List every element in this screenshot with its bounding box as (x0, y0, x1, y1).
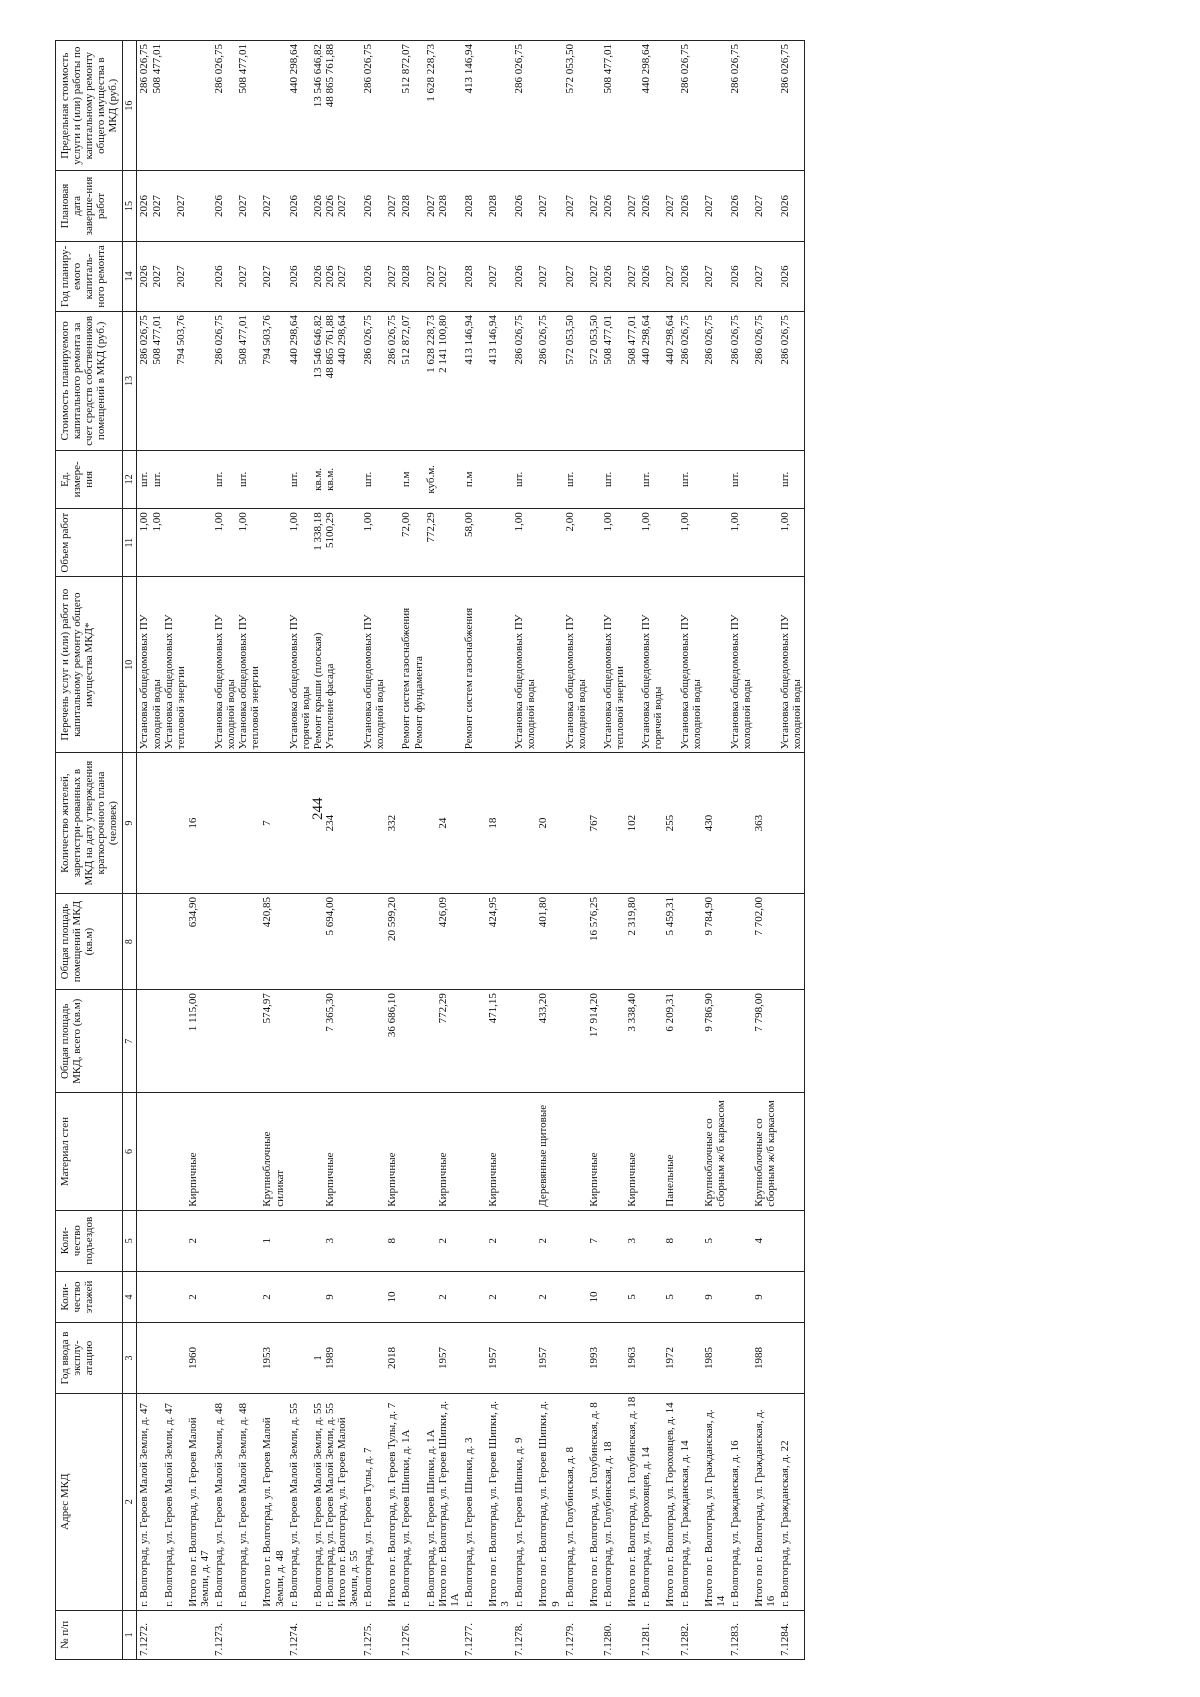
table-cell: Кирпичные (399, 1093, 461, 1210)
table-row (601, 41, 639, 1660)
table-cell: г. Волгоград, ул. Героев Шипки, д. 9 Итого по г. Волгоград, ул. Героев Шипки, д. 9 (512, 1393, 562, 1610)
table-cell: 7.1276. (399, 1610, 461, 1659)
table-cell: 7.1277. (462, 1610, 512, 1659)
table-cell: 9 (287, 1271, 362, 1323)
table-cell: 5 694,00 (287, 893, 362, 989)
table-cell: 430 (678, 753, 728, 894)
column-number: 14 (123, 241, 137, 311)
column-header: Коли-чество подъездов (56, 1210, 123, 1271)
table-cell: шт. (512, 450, 562, 509)
table-cell: 7.1275. (361, 1610, 399, 1659)
table-cell: 1993 (563, 1323, 601, 1393)
table-cell: шт. кв.м. кв.м. (287, 450, 362, 509)
table-cell: 1972 (639, 1323, 677, 1393)
table-cell: 1 (212, 1210, 287, 1271)
table-cell: 2 (462, 1210, 512, 1271)
table-cell: 424,95 (462, 893, 512, 989)
table-cell: 7.1274. (287, 1610, 362, 1659)
table-cell: 286 026,75 (728, 41, 778, 171)
table-cell: 2018 (361, 1323, 399, 1393)
table-cell: 2028 2027 (462, 241, 512, 311)
column-header: Объем работ (56, 509, 123, 577)
table-cell: Крупноблочные со сборным ж/б каркасом (728, 1093, 778, 1210)
column-number: 4 (123, 1271, 137, 1323)
table-cell: 2026 2027 (601, 241, 639, 311)
table-cell: шт. (778, 450, 805, 509)
table-cell: Кирпичные (601, 1093, 639, 1210)
table-cell: шт. (563, 450, 601, 509)
table-cell: 286 026,75 508 477,01 (212, 41, 287, 171)
table-cell: Панельные (639, 1093, 677, 1210)
column-header: Плановая дата заверше-ния работ (56, 171, 123, 241)
table-cell: 16 (137, 753, 212, 894)
table-cell: 767 (563, 753, 601, 894)
column-number: 2 (123, 1393, 137, 1610)
column-number: 1 (123, 1610, 137, 1659)
table-cell: 512 872,07 1 628 228,73 2 141 100,80 (399, 312, 461, 450)
table-cell (778, 893, 805, 989)
table-cell: 5 (639, 1271, 677, 1323)
column-header: Адрес МКД (56, 1393, 123, 1610)
table-cell: 20 (512, 753, 562, 894)
table-cell: 508 477,01 (601, 41, 639, 171)
table-cell: 413 146,94 (462, 41, 512, 171)
table-cell: 440 298,64 440 298,64 (639, 312, 677, 450)
table-cell: 5 459,31 (639, 893, 677, 989)
table-cell: 2026 2027 (361, 171, 399, 241)
table-cell: 102 (601, 753, 639, 894)
column-header: Предельная стоимость услуги и (или) работы по капитальному ремонту общего имущества в МКД (руб.) (56, 41, 123, 171)
table-cell (778, 1323, 805, 1393)
table-cell: 2027 2027 (563, 171, 601, 241)
table-cell: Установка общедомовых ПУ холодной воды (728, 577, 778, 753)
table-cell: 2 (212, 1271, 287, 1323)
table-cell: 634,90 (137, 893, 212, 989)
table-cell: 286 026,75 (361, 41, 399, 171)
table-cell: 1953 (212, 1323, 287, 1393)
table-cell: 413 146,94 413 146,94 (462, 312, 512, 450)
table-cell: г. Волгоград, ул. Героев Малой Земли, д. 47 г. Волгоград, ул. Героев Малой Земли, д. 47 Итого по г. Волгоград, ул. Героев Малой Земли, д. 47 (137, 1393, 212, 1610)
table-cell: 2026 2027 2027 (137, 241, 212, 311)
table-cell: 286 026,75 286 026,75 (678, 312, 728, 450)
table-cell: 2 (399, 1210, 461, 1271)
table-row (462, 41, 512, 1660)
table-cell: 7.1280. (601, 1610, 639, 1659)
page-number: 244 (310, 797, 326, 820)
table-cell: 2026 2027 (678, 171, 728, 241)
table-cell: 2026 2026 2026 2027 (287, 241, 362, 311)
table-cell: 7.1284. (778, 1610, 805, 1659)
table-cell: 1985 (678, 1323, 728, 1393)
table-cell: 7.1279. (563, 1610, 601, 1659)
table-cell: п.м куб.м. (399, 450, 461, 509)
table-cell: 7 (563, 1210, 601, 1271)
table-cell: 2,00 (563, 509, 601, 577)
table-cell: 1963 (601, 1323, 639, 1393)
table-cell: г. Волгоград, ул. Героев Малой Земли, д. 48 г. Волгоград, ул. Героев Малой Земли, д. 48 Итого по г. Волгоград, ул. Героев Малой Земли, д. 48 (212, 1393, 287, 1610)
table-cell: 9 (678, 1271, 728, 1323)
table-cell: 2 (512, 1271, 562, 1323)
table-row (563, 41, 601, 1660)
table-cell: 572 053,50 (563, 41, 601, 171)
table-cell: Ремонт систем газоснабжения (462, 577, 512, 753)
table-cell: 572 053,50 572 053,50 (563, 312, 601, 450)
table-cell: 2026 2027 (728, 241, 778, 311)
table-cell: 5 (601, 1271, 639, 1323)
table-cell: 7 798,00 (728, 990, 778, 1093)
table-cell: Установка общедомовых ПУ тепловой энергии (601, 577, 639, 753)
table-cell (778, 990, 805, 1093)
table-cell: 2026 2027 (512, 171, 562, 241)
table-cell: 286 026,75 508 477,01 794 503,76 (212, 312, 287, 450)
table-cell: 286 026,75 (778, 312, 805, 450)
table-cell: 6 209,31 (639, 990, 677, 1093)
column-number: 3 (123, 1323, 137, 1393)
table-cell: Ремонт систем газоснабжения Ремонт фундамента (399, 577, 461, 753)
table-cell: 286 026,75 (678, 41, 728, 171)
table-cell: 3 338,40 (601, 990, 639, 1093)
table-cell: 286 026,75 286 026,75 (512, 312, 562, 450)
table-cell: Крупноблочные силикат (212, 1093, 287, 1210)
table-cell: Установка общедомовых ПУ холодной воды (678, 577, 728, 753)
table-cell: 286 026,75 (778, 41, 805, 171)
table-cell: 286 026,75 508 477,01 (137, 41, 212, 171)
table-cell: 7 (212, 753, 287, 894)
column-number: 8 (123, 893, 137, 989)
table-cell: 1,00 (728, 509, 778, 577)
table-cell: 10 (361, 1271, 399, 1323)
table-row (399, 41, 461, 1660)
table-cell: 16 576,25 (563, 893, 601, 989)
table-cell: Кирпичные (287, 1093, 362, 1210)
table-cell: 471,15 (462, 990, 512, 1093)
table-row (287, 41, 362, 1660)
table-cell: 1,00 1,00 (137, 509, 212, 577)
table-cell: 1960 (137, 1323, 212, 1393)
table-cell: 7.1272. (137, 1610, 212, 1659)
table-cell: 512 872,07 1 628 228,73 (399, 41, 461, 171)
table-cell: Кирпичные (361, 1093, 399, 1210)
column-header: Коли-чество этажей (56, 1271, 123, 1323)
table-cell: Установка общедомовых ПУ холодной воды (512, 577, 562, 753)
table-cell: г. Волгоград, ул. Гражданская, д. 14 Итого по г. Волгоград, ул. Гражданская, д. 14 (678, 1393, 728, 1610)
table-cell: 286 026,75 286 026,75 (361, 312, 399, 450)
table-cell: 772,29 (399, 990, 461, 1093)
table-cell: Установка общедомовых ПУ холодной воды (361, 577, 399, 753)
column-header: Стоимость планируемого капитального ремонта за счет средств собственников помещений в МКД (руб.) (56, 312, 123, 450)
table-cell: шт. (639, 450, 677, 509)
table-row (361, 41, 399, 1660)
table-cell: 401,80 (512, 893, 562, 989)
column-header: Перечень услуг и (или) работ по капитальному ремонту общего имущества МКД* (56, 577, 123, 753)
column-header: Ед. измере-ния (56, 450, 123, 509)
table-cell: 1,00 (601, 509, 639, 577)
table-row (778, 41, 805, 1660)
table-row (728, 41, 778, 1660)
table-cell: 10 (563, 1271, 601, 1323)
table-cell: г. Волгоград, ул. Героев Малой Земли, д. 55 г. Волгоград, ул. Героев Малой Земли, д. 55 г. Волгоград, ул. Героев Малой Земли, д. 55 Итого по г. Волгоград, ул. Героев Малой Земли, д. 55 (287, 1393, 362, 1610)
table-cell: 7.1282. (678, 1610, 728, 1659)
table-body (137, 41, 805, 1660)
table-cell: Установка общедомовых ПУ холодной воды (778, 577, 805, 753)
table-cell: Кирпичные (563, 1093, 601, 1210)
table-cell: 363 (728, 753, 778, 894)
table-cell: 2026 2027 2027 (137, 171, 212, 241)
table-cell: 7.1281. (639, 1610, 677, 1659)
table-row (212, 41, 287, 1660)
table-cell: 2026 2027 (512, 241, 562, 311)
table-cell: 1 115,00 (137, 990, 212, 1093)
table-cell: 24 (399, 753, 461, 894)
table-cell: 7.1273. (212, 1610, 287, 1659)
table-row (678, 41, 728, 1660)
column-number: 6 (123, 1093, 137, 1210)
table-cell: 1,00 (778, 509, 805, 577)
table-cell: г. Волгоград, ул. Героев Шипки, д. 1А г. Волгоград, ул. Героев Шипки, д. 1А Итого по г. Волгоград, ул. Героев Шипки, д. 1А (399, 1393, 461, 1610)
column-number: 15 (123, 171, 137, 241)
table-cell: 8 (639, 1210, 677, 1271)
table-cell (778, 1210, 805, 1271)
table-cell: Кирпичные (137, 1093, 212, 1210)
table-cell: г. Волгоград, ул. Гражданская, д. 16 Итого по г. Волгоград, ул. Гражданская, д. 16 (728, 1393, 778, 1610)
column-header: Общая площадь помещений МКД (кв.м) (56, 893, 123, 989)
table-cell: г. Волгоград, ул. Гражданская, д. 22 (778, 1393, 805, 1610)
table-cell: 433,20 (512, 990, 562, 1093)
column-header: Общая площадь МКД, всего (кв.м) (56, 990, 123, 1093)
table-cell: 332 (361, 753, 399, 894)
table-cell: 1,00 (512, 509, 562, 577)
table-cell: 7.1283. (728, 1610, 778, 1659)
table-cell: шт. (601, 450, 639, 509)
column-header: Год ввода в эксплу-атацию (56, 1323, 123, 1393)
table-cell: 2 (137, 1271, 212, 1323)
table-cell (778, 753, 805, 894)
table-cell: 255 (639, 753, 677, 894)
capital-repair-table (55, 40, 805, 1660)
table-cell: 1,00 (639, 509, 677, 577)
table-cell: 3 (601, 1210, 639, 1271)
table-header-row (56, 41, 123, 1660)
column-number: 5 (123, 1210, 137, 1271)
column-header: Материал стен (56, 1093, 123, 1210)
table-cell (778, 1271, 805, 1323)
table-cell: 72,00 772,29 (399, 509, 461, 577)
table-cell: Крупноблочные со сборным ж/б каркасом (678, 1093, 728, 1210)
table-cell: 2026 (778, 171, 805, 241)
table-cell: г. Волгоград, ул. Голубинская, д. 18 Итого по г. Волгоград, ул. Голубинская, д. 18 (601, 1393, 639, 1610)
table-cell: г. Волгоград, ул. Героев Шипки, д. 3 Итого по г. Волгоград, ул. Героев Шипки, д. 3 (462, 1393, 512, 1610)
table-cell: шт. шт. (212, 450, 287, 509)
table-cell: 2028 2027 2027 (399, 241, 461, 311)
table-cell: 2026 2027 (361, 241, 399, 311)
table-cell: 1,00 1 338,18 5100,29 (287, 509, 362, 577)
table-cell: 7.1278. (512, 1610, 562, 1659)
table-cell: 2 319,80 (601, 893, 639, 989)
table-row (137, 41, 212, 1660)
table-cell: 5 (678, 1210, 728, 1271)
table-cell: 36 686,10 (361, 990, 399, 1093)
table-cell: Деревянные щитовые (512, 1093, 562, 1210)
table-cell (778, 1093, 805, 1210)
table-cell: 1 1989 (287, 1323, 362, 1393)
table-cell: 9 (728, 1271, 778, 1323)
column-number: 7 (123, 990, 137, 1093)
table-cell: 286 026,75 (512, 41, 562, 171)
column-number-row (123, 41, 137, 1660)
table-cell: 4 (728, 1210, 778, 1271)
table-cell: п.м (462, 450, 512, 509)
column-number: 9 (123, 753, 137, 894)
table-cell: 2026 2026 2026 2027 (287, 171, 362, 241)
table-cell: 17 914,20 (563, 990, 601, 1093)
table-cell: 2 (462, 1271, 512, 1323)
table-cell: Установка общедомовых ПУ холодной воды Установка общедомовых ПУ тепловой энергии (137, 577, 212, 753)
table-cell: 2026 2027 (601, 171, 639, 241)
column-number: 10 (123, 577, 137, 753)
column-header: Год планиру-емого капиталь-ного ремонта (56, 241, 123, 311)
table-cell: 2026 2027 (639, 241, 677, 311)
table-cell: 286 026,75 508 477,01 794 503,76 (137, 312, 212, 450)
column-number: 13 (123, 312, 137, 450)
column-number: 16 (123, 41, 137, 171)
table-cell: 440 298,64 13 546 646,82 48 865 761,88 (287, 41, 362, 171)
table-cell: Установка общедомовых ПУ горячей воды (639, 577, 677, 753)
table-cell: 508 477,01 508 477,01 (601, 312, 639, 450)
table-cell: 2027 2027 (563, 241, 601, 311)
table-cell: 574,97 (212, 990, 287, 1093)
column-header: Количество жителей, зарегистри-рованных в МКД на дату утверждения краткосрочного плана (человек) (56, 753, 123, 894)
table-cell: 1,00 1,00 (212, 509, 287, 577)
table-cell: 1988 (728, 1323, 778, 1393)
table-cell: 18 (462, 753, 512, 894)
table-cell: 1957 (462, 1323, 512, 1393)
column-header: № п/п (56, 1610, 123, 1659)
table-cell: 440 298,64 13 546 646,82 48 865 761,88 440 298,64 (287, 312, 362, 450)
table-cell: 1957 (399, 1323, 461, 1393)
table-cell: 2026 2027 (728, 171, 778, 241)
table-cell: 426,09 (399, 893, 461, 989)
table-cell: г. Волгоград, ул. Голубинская, д. 8 Итого по г. Волгоград, ул. Голубинская, д. 8 (563, 1393, 601, 1610)
table-cell: 20 599,20 (361, 893, 399, 989)
table-cell: 3 (287, 1210, 362, 1271)
table-cell: шт. (361, 450, 399, 509)
table-cell: 7 702,00 (728, 893, 778, 989)
table-cell: 2 (512, 1210, 562, 1271)
column-number: 12 (123, 450, 137, 509)
table-cell: Установка общедомовых ПУ холодной воды Установка общедомовых ПУ тепловой энергии (212, 577, 287, 753)
table-cell: Установка общедомовых ПУ холодной воды (563, 577, 601, 753)
table-cell: 9 786,90 (678, 990, 728, 1093)
table-cell: 9 784,90 (678, 893, 728, 989)
table-cell: 2 (137, 1210, 212, 1271)
table-row (639, 41, 677, 1660)
table-cell: 420,85 (212, 893, 287, 989)
table-cell: 2026 2027 (639, 171, 677, 241)
table-cell: 1957 (512, 1323, 562, 1393)
table-cell: г. Волгоград, ул. Героев Тулы, д. 7 Итого по г. Волгоград, ул. Героев Тулы, д. 7 (361, 1393, 399, 1610)
table-cell: 2026 (778, 241, 805, 311)
table-cell: 2 (399, 1271, 461, 1323)
table-cell: шт. шт. (137, 450, 212, 509)
table-cell: 234 (287, 753, 362, 894)
table-cell: шт. (678, 450, 728, 509)
table-cell: 1,00 (678, 509, 728, 577)
table-cell: 1,00 (361, 509, 399, 577)
table-cell: Установка общедомовых ПУ горячей воды Ремонт крыши (плоская) Утепление фасада (287, 577, 362, 753)
table-cell: 2026 2027 (678, 241, 728, 311)
table-cell: 2028 2028 (462, 171, 512, 241)
table-cell: 8 (361, 1210, 399, 1271)
table-cell: 2026 2027 2027 (212, 241, 287, 311)
column-number: 11 (123, 509, 137, 577)
table-row (512, 41, 562, 1660)
table-cell: 286 026,75 286 026,75 (728, 312, 778, 450)
table-cell: 58,00 (462, 509, 512, 577)
table-cell: шт. (728, 450, 778, 509)
table-cell: 7 365,30 (287, 990, 362, 1093)
table-cell: Кирпичные (462, 1093, 512, 1210)
table-cell: г. Волгоград, ул. Гороховцев, д. 14 Итого по г. Волгоград, ул. Гороховцев, д. 14 (639, 1393, 677, 1610)
table-cell: 440 298,64 (639, 41, 677, 171)
table-cell: 2028 2027 2028 (399, 171, 461, 241)
table-cell: 2026 2027 2027 (212, 171, 287, 241)
